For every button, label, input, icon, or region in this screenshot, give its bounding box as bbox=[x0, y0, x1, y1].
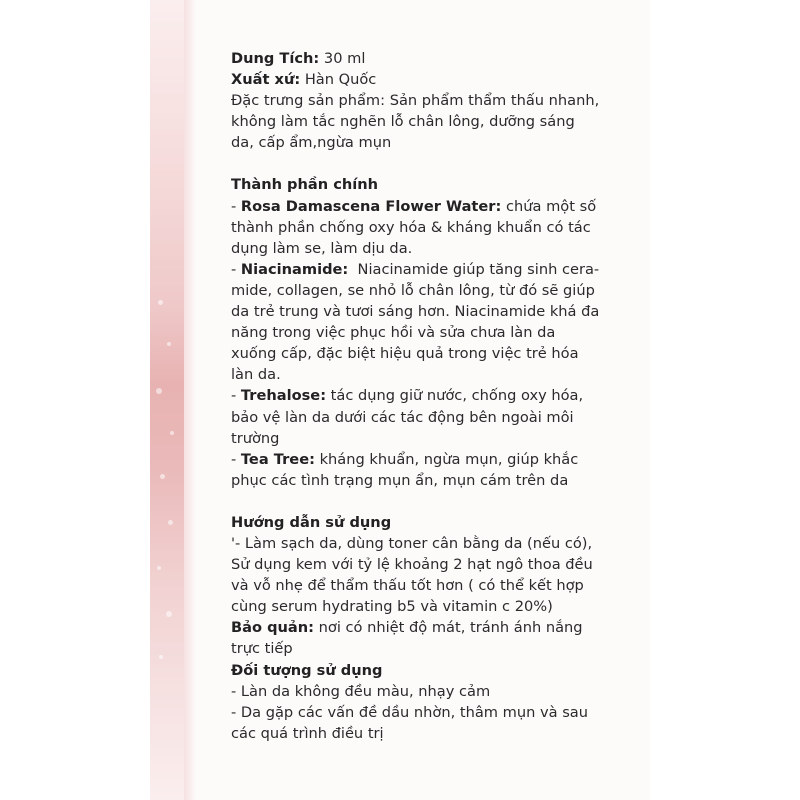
ingredient-desc-line: bảo vệ làn da dưới các tác động bên ngoài môi bbox=[231, 408, 574, 426]
usage-line: '- Làm sạch da, dùng toner cân bằng da (nếu có), bbox=[231, 534, 593, 552]
storage-value: nơi có nhiệt độ mát, tránh ánh nắng bbox=[314, 619, 583, 637]
capacity-value: 30 ml bbox=[319, 50, 366, 67]
ingredient-desc-line: phục các tình trạng mụn ẩn, mụn cám trên da bbox=[231, 471, 569, 489]
ingredient-name-rosa: Rosa Damascena Flower Water: bbox=[240, 197, 502, 215]
pink-decorative-stripe bbox=[150, 0, 184, 800]
bullet-dash: - bbox=[231, 387, 241, 405]
usage-heading-text: Hướng dẫn sử dụng bbox=[231, 513, 392, 531]
audience-line: - Da gặp các vấn đề dầu nhờn, thâm mụn và sau bbox=[231, 703, 588, 721]
usage-heading bbox=[231, 512, 641, 533]
bullet-dash: - bbox=[231, 260, 241, 278]
ingredients-heading-text: Thành phần chính bbox=[231, 176, 379, 194]
feature-line: Đặc trưng sản phẩm: Sản phẩm thẩm thấu nhanh, bbox=[231, 92, 600, 110]
ingredients-heading bbox=[231, 174, 641, 195]
ingredient-desc-line: thành phần chống oxy hóa & kháng khuẩn có tác bbox=[231, 218, 591, 236]
audience-line: các quá trình điều trị bbox=[231, 724, 384, 742]
product-description bbox=[231, 48, 641, 744]
stripe-fade-edge bbox=[184, 0, 196, 800]
ingredient-rosa bbox=[231, 196, 641, 217]
section-spacer bbox=[231, 153, 641, 174]
ingredient-desc-line: da trẻ trung và tươi sáng hơn. Niacinamide khá đa bbox=[231, 303, 600, 321]
bubble-decoration bbox=[168, 520, 173, 525]
product-info-card bbox=[150, 0, 650, 800]
origin-label: Xuất xứ: bbox=[231, 71, 301, 89]
ingredient-trehalose bbox=[231, 385, 641, 406]
ingredient-tea-tree bbox=[231, 449, 641, 470]
storage-label: Bảo quản: bbox=[231, 619, 314, 637]
audience-line: - Làn da không đều màu, nhạy cảm bbox=[231, 682, 491, 700]
bubble-decoration bbox=[156, 388, 162, 394]
bubble-decoration bbox=[170, 431, 174, 435]
capacity-line bbox=[231, 48, 641, 69]
origin-line bbox=[231, 69, 641, 90]
usage-line: và vỗ nhẹ để thẩm thấu tốt hơn ( có thể kết hợp bbox=[231, 577, 584, 595]
ingredient-desc: Niacinamide giúp tăng sinh cera- bbox=[348, 260, 600, 278]
storage-line: trực tiếp bbox=[231, 640, 293, 658]
ingredient-desc-line: trường bbox=[231, 429, 280, 447]
bubble-decoration bbox=[160, 474, 165, 479]
ingredient-desc: chứa một số bbox=[501, 197, 597, 215]
ingredient-niacinamide bbox=[231, 259, 641, 280]
bubble-decoration bbox=[157, 566, 161, 570]
bubble-decoration bbox=[166, 611, 172, 617]
bullet-dash: - bbox=[231, 197, 241, 215]
ingredient-desc-line: năng trong việc phục hồi và sửa chưa làn da bbox=[231, 324, 556, 342]
bubble-decoration bbox=[159, 655, 163, 659]
bubble-decoration bbox=[158, 300, 163, 305]
ingredient-desc: tác dụng giữ nước, chống oxy hóa, bbox=[326, 387, 584, 405]
usage-line: Sử dụng kem với tỷ lệ khoảng 2 hạt ngô thoa đều bbox=[231, 556, 593, 574]
ingredient-name-trehalose: Trehalose: bbox=[240, 387, 327, 405]
feature-line: da, cấp ẩm,ngừa mụn bbox=[231, 134, 392, 152]
usage-line: cùng serum hydrating b5 và vitamin c 20%) bbox=[231, 598, 553, 616]
feature-line: không làm tắc nghẽn lỗ chân lông, dưỡng sáng bbox=[231, 113, 575, 131]
audience-heading-text: Đối tượng sử dụng bbox=[231, 661, 383, 679]
ingredient-name-niacinamide: Niacinamide: bbox=[240, 260, 349, 278]
storage-line bbox=[231, 617, 641, 638]
bubble-decoration bbox=[167, 342, 171, 346]
ingredient-desc-line: làn da. bbox=[231, 366, 281, 384]
capacity-label: Dung Tích: bbox=[231, 50, 320, 67]
ingredient-desc-line: xuống cấp, đặc biệt hiệu quả trong việc trẻ hóa bbox=[231, 345, 579, 363]
ingredient-desc-line: dụng làm se, làm dịu da. bbox=[231, 239, 413, 257]
ingredient-desc: kháng khuẩn, ngừa mụn, giúp khắc bbox=[314, 450, 579, 468]
section-spacer bbox=[231, 491, 641, 512]
audience-heading bbox=[231, 660, 641, 681]
ingredient-desc-line: mide, collagen, se nhỏ lỗ chân lông, từ đó sẽ giúp bbox=[231, 281, 595, 299]
ingredient-name-tea-tree: Tea Tree: bbox=[240, 450, 315, 468]
bullet-dash: - bbox=[231, 450, 241, 468]
origin-value: Hàn Quốc bbox=[300, 71, 377, 89]
